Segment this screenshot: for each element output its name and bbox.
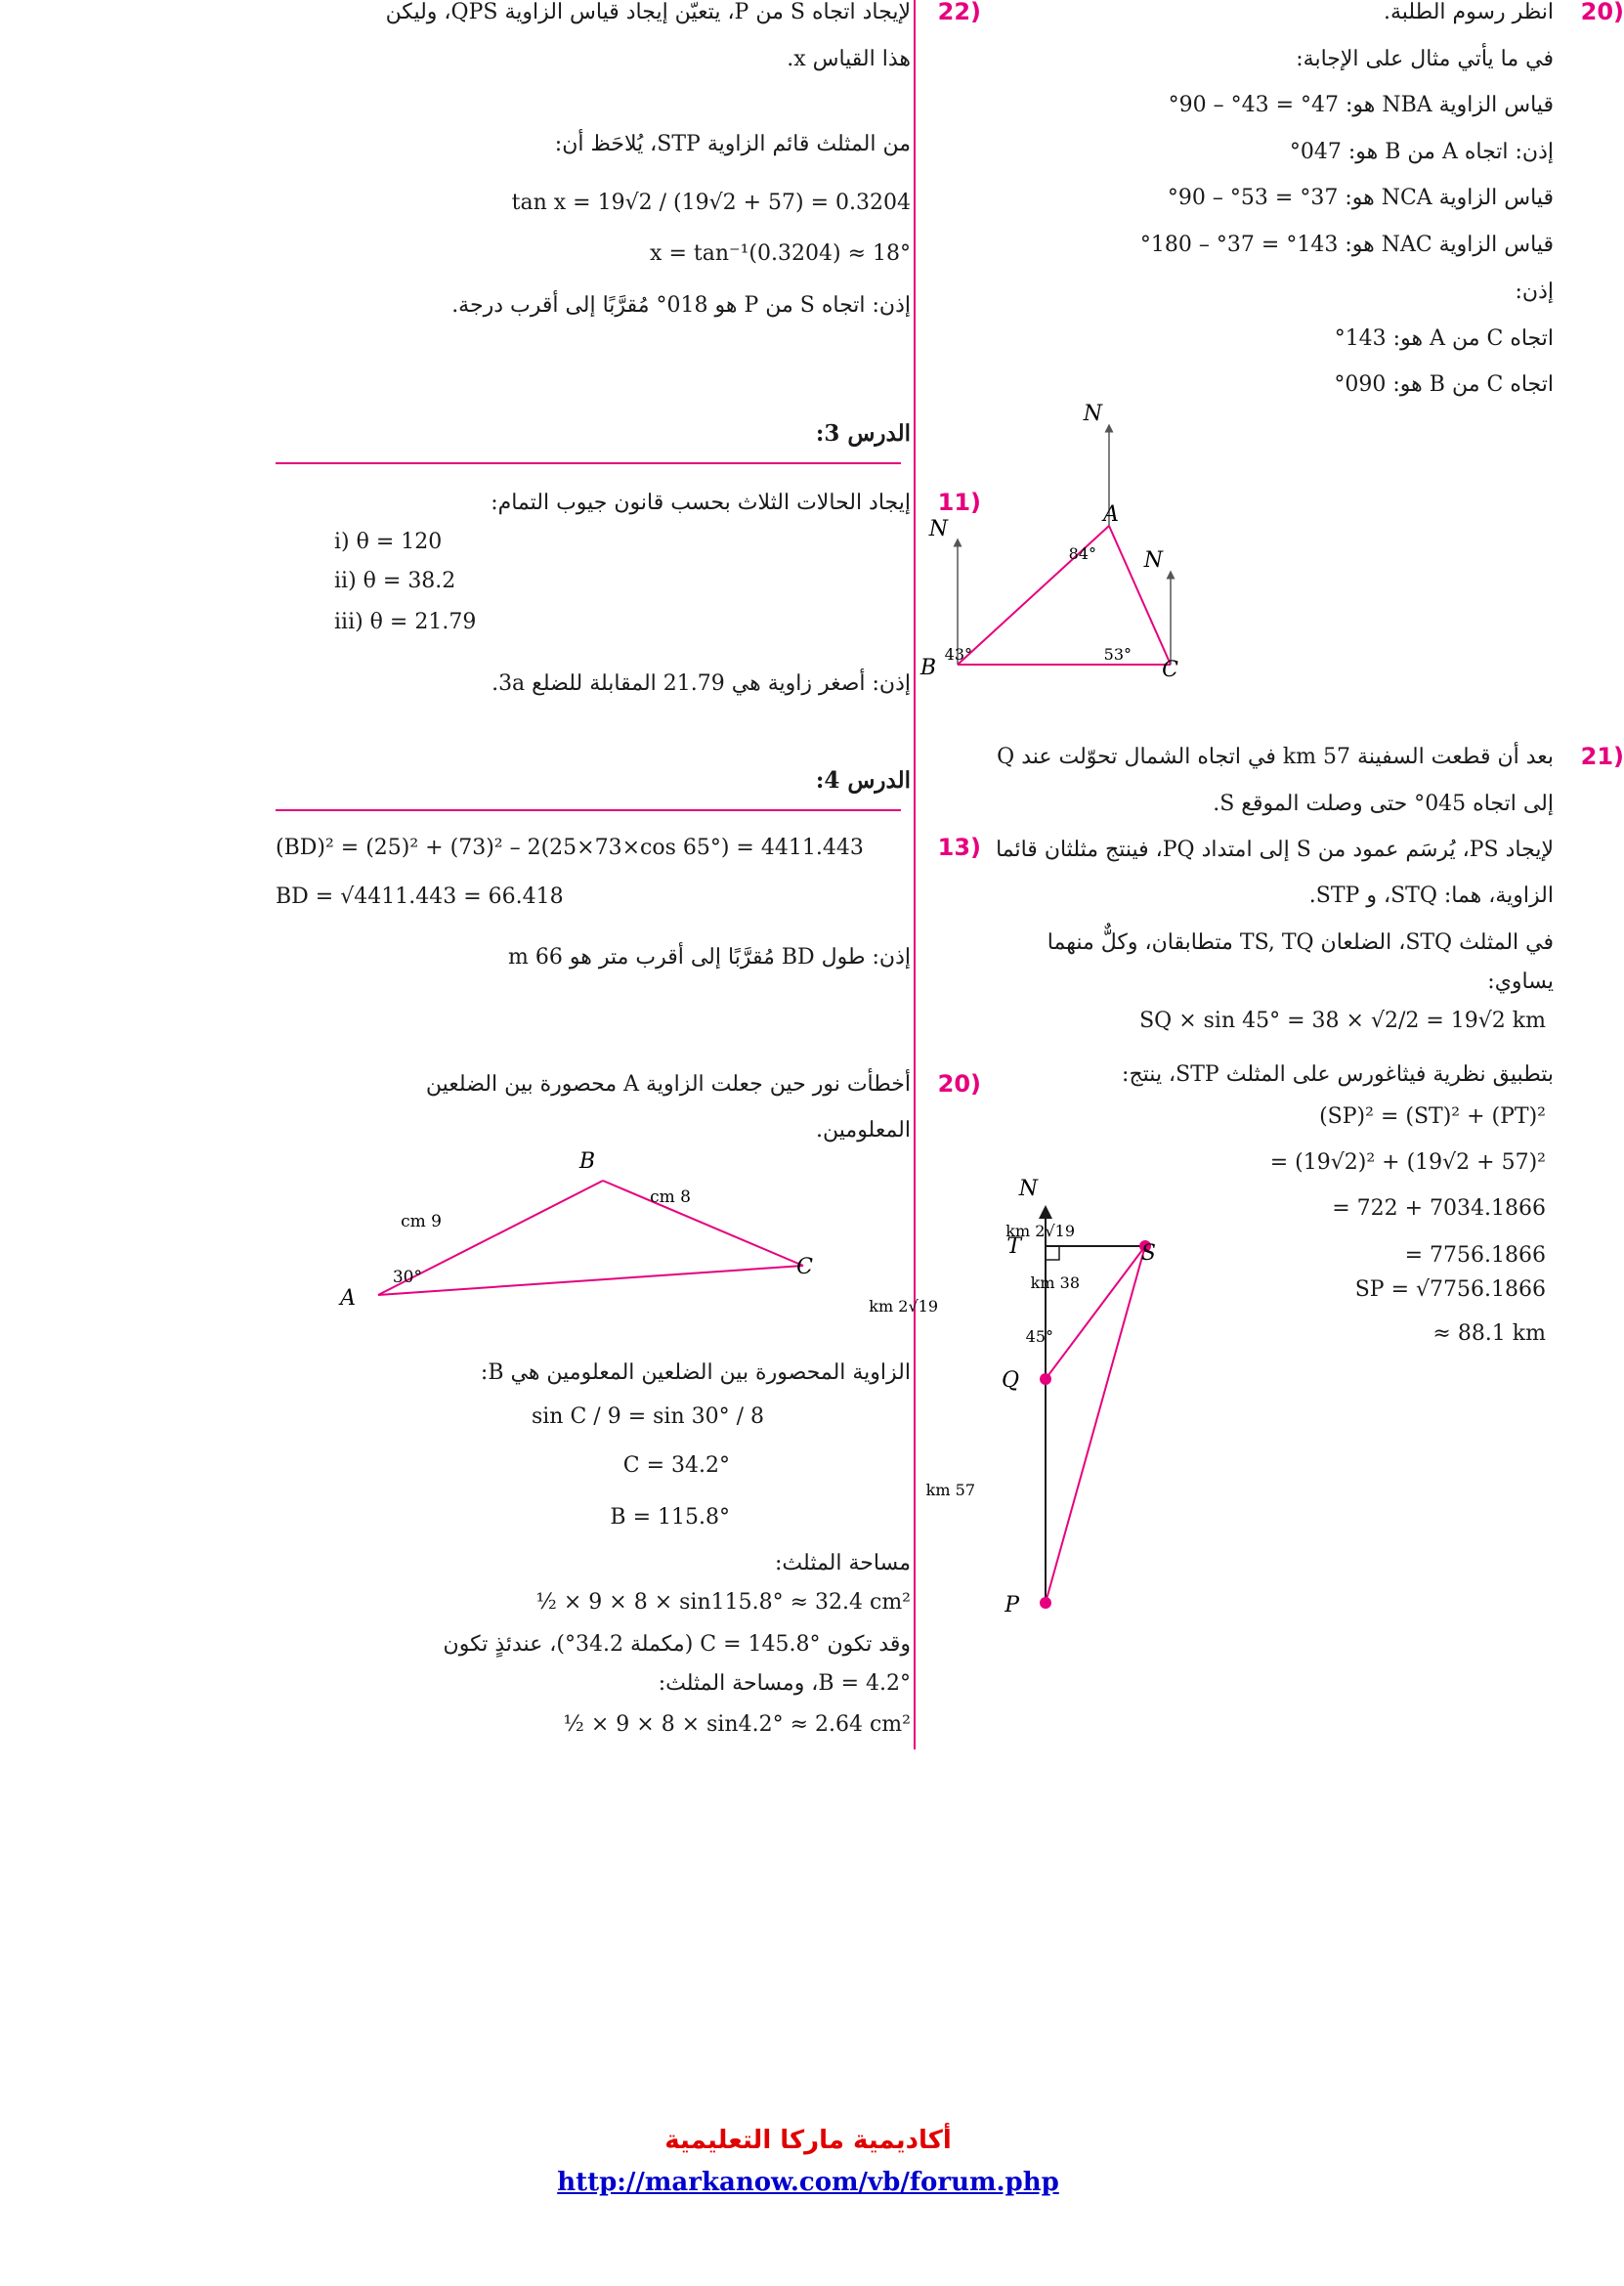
p20-line-5: قياس الزاوية NCA هو: 37° = 53° – 90° xyxy=(1167,186,1554,210)
ship-path-diagram xyxy=(869,1168,1221,1632)
label-p: P xyxy=(1004,1593,1019,1617)
angle-a-label: 84° xyxy=(1068,544,1096,563)
p11-case-1: i) θ = 120 xyxy=(334,530,443,554)
label-ab: 9 cm xyxy=(401,1212,442,1231)
p20b-area-label: مساحة المثلث: xyxy=(775,1551,911,1575)
label-tq: 19√2 km xyxy=(869,1297,938,1316)
p20-line-4: إذن: اتجاه A من B هو: 047° xyxy=(1289,140,1554,164)
p21-eq-1: (SP)² = (ST)² + (PT)² xyxy=(1319,1104,1546,1129)
p21-line-1: بعد أن قطعت السفينة 57 km في اتجاه الشمال تحوّلت عند Q xyxy=(997,745,1554,769)
p13-eq-2: BD = √4411.443 = 66.418 xyxy=(276,884,564,909)
p21-line-2: إلى اتجاه 045° حتى وصلت الموقع S. xyxy=(1213,792,1554,816)
p20-line-3: قياس الزاوية NBA هو: 47° = 43° – 90° xyxy=(1168,93,1554,117)
p22-eq-tan: tan x = 19√2 / (19√2 + 57) = 0.3204 xyxy=(511,191,911,215)
label-s: S xyxy=(1140,1241,1156,1266)
p11-case-3: iii) θ = 21.79 xyxy=(334,610,477,634)
p21-line-4: الزاوية، هما: STQ، و STP. xyxy=(1308,884,1554,908)
p20-line-8: اتجاه C من A هو: 143° xyxy=(1334,326,1554,351)
p20-line-1: انظر رسوم الطلبة. xyxy=(1383,0,1554,24)
p20-line-7: إذن: xyxy=(1515,280,1554,304)
label-angle-q: 45° xyxy=(1025,1327,1053,1346)
label-q: Q xyxy=(1001,1368,1019,1393)
p20b-line-2: المعلومين. xyxy=(816,1118,911,1143)
p20b-eq-b: B = 115.8° xyxy=(610,1505,730,1530)
p21-line-6: يساوي: xyxy=(1487,970,1554,994)
problem-13-number: 13) xyxy=(937,834,981,861)
angle-c-label: 53° xyxy=(1103,645,1132,664)
p21-eq-6: ≈ 88.1 km xyxy=(1432,1321,1546,1346)
p11-case-2: ii) θ = 38.2 xyxy=(334,569,456,593)
p20-line-2: في ما يأتي مثال على الإجابة: xyxy=(1296,47,1554,71)
problem-22-number: 22) xyxy=(937,0,981,25)
p21-line-5: في المثلث STQ، الضلعان TS, TQ متطابقان، وكلٌّ منهما xyxy=(1047,930,1554,955)
p22-line-1: لإيجاد اتجاه S من P، يتعيّن إيجاد قياس الزاوية QPS، وليكن xyxy=(385,0,911,24)
p21-eq-2: = (19√2)² + (19√2 + 57)² xyxy=(1269,1150,1546,1175)
label-n: N xyxy=(1018,1177,1038,1201)
p11-conclusion: إذن: أصغر زاوية هي 21.79 المقابلة للضلع 3a. xyxy=(491,671,911,696)
label-qp: 57 km xyxy=(925,1481,975,1499)
p11-intro: إيجاد الحالات الثلاث بحسب قانون جيوب التمام: xyxy=(491,491,911,515)
label-b: B xyxy=(578,1149,595,1174)
label-c: C xyxy=(796,1255,813,1279)
problem-21-number: 21) xyxy=(1580,743,1624,770)
label-bc: 8 cm xyxy=(650,1187,691,1207)
label-ts: 19√2 km xyxy=(1005,1222,1075,1240)
p20b-line-1: أخطأت نور حين جعلت الزاوية A محصورة بين الضلعين xyxy=(425,1072,911,1097)
triangle-abc-diagram xyxy=(340,1143,833,1311)
p22-line-3: من المثلث قائم الزاوية STP، يُلاحَظ أن: xyxy=(554,132,911,156)
p20-line-9: اتجاه C من B هو: 090° xyxy=(1334,372,1554,397)
footer-title: أكاديمية ماركا التعليمية xyxy=(664,2126,952,2155)
column-divider xyxy=(914,0,916,1749)
p22-eq-inv: x = tan⁻¹(0.3204) ≈ 18° xyxy=(650,241,911,266)
p20b-alt-2: B = 4.2°، ومساحة المثلث: xyxy=(658,1671,911,1696)
label-a: A xyxy=(1103,502,1119,527)
lesson-4-heading: الدرس 4: xyxy=(815,767,911,794)
label-n-top: N xyxy=(1083,402,1102,426)
p20b-enclosed: الزاوية المحصورة بين الضلعين المعلومين هي B: xyxy=(480,1360,911,1385)
label-angle-a: 30° xyxy=(392,1268,422,1287)
label-n-right: N xyxy=(1143,548,1163,573)
label-a: A xyxy=(340,1286,356,1311)
label-t: T xyxy=(1006,1234,1021,1259)
label-n-left: N xyxy=(928,517,948,541)
p21-eq-3: = 722 + 7034.1866 xyxy=(1332,1196,1546,1221)
lesson-3-heading: الدرس 3: xyxy=(815,420,911,447)
p21-line-pyth: بتطبيق نظرية فيثاغورس على المثلث STP، ينتج: xyxy=(1122,1062,1554,1087)
problem-11-number: 11) xyxy=(937,489,981,516)
angle-b-label: 43° xyxy=(944,645,972,664)
p21-eq-5: SP = √7756.1866 xyxy=(1354,1277,1546,1302)
problem-20b-number: 20) xyxy=(937,1070,981,1098)
p21-eq-4: = 7756.1866 xyxy=(1404,1243,1546,1268)
p20b-eq-sin: sin C / 9 = sin 30° / 8 xyxy=(531,1404,764,1429)
p13-eq-1: (BD)² = (25)² + (73)² – 2(25×73×cos 65°) = 4411.443 xyxy=(276,836,864,860)
p20-line-6: قياس الزاوية NAC هو: 143° = 37° – 180° xyxy=(1139,233,1554,257)
label-b: B xyxy=(919,656,936,680)
p20b-area-1: ½ × 9 × 8 × sin115.8° ≈ 32.4 cm² xyxy=(535,1590,911,1615)
p13-conclusion: إذن: طول BD مُقرَّبًا إلى أقرب متر هو 66 m xyxy=(507,945,911,970)
label-qs: 38 km xyxy=(1030,1273,1080,1292)
p22-line-2: هذا القياس x. xyxy=(787,47,911,71)
footer-link[interactable]: http://markanow.com/vb/forum.php xyxy=(557,2168,1059,2197)
p21-line-3: لإيجاد PS، يُرسَم عمود من S إلى امتداد PQ، فينتج مثلثان قائما xyxy=(996,838,1554,862)
lesson-3-rule xyxy=(276,462,901,464)
lesson-4-rule xyxy=(276,809,901,811)
p20b-alt-1: وقد تكون C = 145.8° (مكملة 34.2°)، عندئذٍ تكون xyxy=(443,1632,911,1657)
bearing-triangle-diagram xyxy=(919,391,1241,694)
p20b-eq-c: C = 34.2° xyxy=(622,1453,730,1478)
p22-conclusion: إذن: اتجاه S من P هو 018° مُقرَّبًا إلى أقرب درجة. xyxy=(451,293,911,318)
label-c: C xyxy=(1162,658,1178,682)
p21-eq-sq: SQ × sin 45° = 38 × √2/2 = 19√2 km xyxy=(1139,1009,1546,1033)
problem-20-number: 20) xyxy=(1580,0,1624,25)
p20b-area-2: ½ × 9 × 8 × sin4.2° ≈ 2.64 cm² xyxy=(563,1712,911,1737)
